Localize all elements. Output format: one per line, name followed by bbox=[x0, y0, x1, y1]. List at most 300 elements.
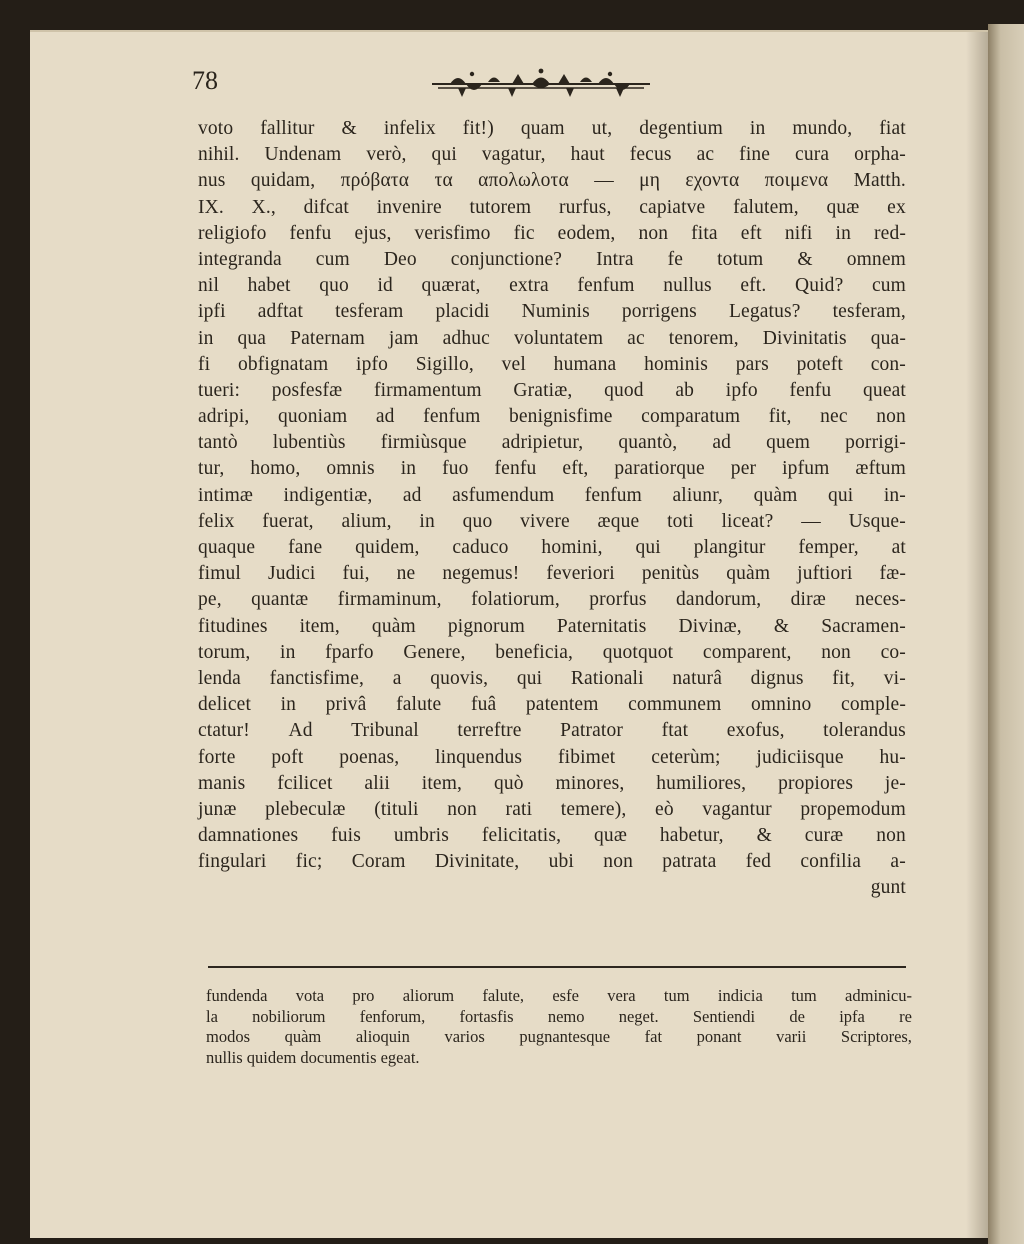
word: capiatve bbox=[639, 196, 706, 218]
word: patentem bbox=[525, 694, 599, 716]
word: neces- bbox=[855, 589, 906, 611]
word: plangitur bbox=[693, 537, 766, 558]
word: delicet bbox=[198, 694, 252, 716]
word: in bbox=[280, 694, 297, 716]
word: verò, bbox=[366, 144, 407, 166]
word: item, bbox=[421, 772, 463, 794]
word: eft. bbox=[740, 275, 767, 297]
body-line bbox=[198, 116, 906, 142]
word: difcat bbox=[303, 196, 349, 218]
word: homini, bbox=[541, 537, 603, 558]
word: asfumendum bbox=[452, 484, 555, 506]
word: fenfum bbox=[423, 406, 481, 428]
word: plebeculæ bbox=[265, 798, 346, 820]
word: con- bbox=[870, 353, 906, 375]
word: quo bbox=[462, 510, 493, 532]
word: fuerat, bbox=[262, 510, 314, 532]
word: non bbox=[876, 825, 906, 847]
word: fit, bbox=[768, 406, 792, 428]
word: indicia bbox=[717, 986, 763, 1005]
word: caduco bbox=[452, 537, 509, 558]
word: nemo bbox=[547, 1006, 585, 1026]
word: omnis bbox=[326, 458, 375, 480]
word: tum bbox=[663, 986, 690, 1005]
word: nil bbox=[198, 275, 220, 297]
word: modos bbox=[206, 1027, 251, 1046]
word: communem bbox=[628, 694, 722, 716]
word: paratiorque bbox=[614, 458, 705, 480]
word: la bbox=[206, 1006, 218, 1026]
page-gutter-shadow bbox=[966, 32, 988, 1238]
word: fenforum, bbox=[359, 1006, 426, 1026]
word: in bbox=[749, 118, 766, 139]
body-line bbox=[198, 745, 906, 771]
word: felicitatis, bbox=[481, 825, 562, 847]
word: qui bbox=[827, 484, 854, 506]
word: feveriori bbox=[546, 563, 615, 585]
word: placidi bbox=[435, 301, 490, 323]
word: a bbox=[392, 667, 402, 689]
word: & bbox=[756, 825, 772, 847]
word: X., bbox=[251, 196, 276, 218]
word: propiores bbox=[778, 772, 854, 794]
word: rurfus, bbox=[558, 196, 612, 218]
word: adripietur, bbox=[501, 432, 584, 454]
word: habetur, bbox=[659, 825, 724, 847]
word: pro bbox=[352, 986, 375, 1005]
body-line bbox=[198, 404, 906, 430]
word: quovis, bbox=[430, 667, 489, 689]
word: ipfo bbox=[356, 353, 389, 375]
word: quaque bbox=[198, 537, 256, 558]
word: fita bbox=[691, 222, 718, 244]
word: fallitur bbox=[260, 118, 315, 139]
word: lenda bbox=[198, 667, 241, 689]
word: fuâ bbox=[470, 694, 497, 716]
word: cura bbox=[795, 144, 830, 166]
word: per bbox=[730, 458, 757, 480]
word: Paternitatis bbox=[556, 615, 647, 637]
word: varios bbox=[444, 1027, 485, 1046]
word: ponant bbox=[696, 1027, 742, 1046]
word: quam bbox=[520, 118, 565, 139]
word: omnem bbox=[846, 248, 906, 270]
word: & bbox=[773, 615, 790, 637]
word: qua- bbox=[870, 327, 906, 349]
word: fparfo bbox=[325, 641, 374, 663]
word: fecus bbox=[629, 144, 672, 166]
word: Genere, bbox=[403, 641, 466, 663]
word: Legatus? bbox=[728, 301, 801, 323]
word: item, bbox=[299, 615, 340, 637]
word: fenfum bbox=[584, 484, 642, 506]
word: Deo bbox=[383, 248, 417, 270]
word: liceat? bbox=[721, 510, 774, 532]
body-line bbox=[198, 273, 906, 299]
word: adftat bbox=[257, 301, 304, 323]
word: in bbox=[419, 510, 435, 532]
word: fui, bbox=[342, 563, 370, 585]
facing-page-edge bbox=[988, 24, 1024, 1244]
word: indigentiæ, bbox=[283, 484, 373, 506]
word: fane bbox=[288, 537, 323, 558]
word: judiciisque bbox=[756, 746, 844, 768]
word: voto bbox=[198, 118, 234, 139]
word: non bbox=[603, 851, 633, 873]
word: ipfi bbox=[198, 301, 226, 323]
word: ut, bbox=[591, 118, 613, 139]
word: Sigillo, bbox=[415, 353, 474, 375]
word: fenfu bbox=[494, 458, 537, 480]
word: fæ- bbox=[879, 563, 906, 585]
word: fibimet bbox=[558, 746, 616, 768]
word: invenire bbox=[376, 196, 442, 218]
word: Ad bbox=[288, 720, 313, 742]
word: ejus, bbox=[354, 222, 392, 244]
word: Scriptores, bbox=[840, 1027, 912, 1046]
word: adhuc bbox=[442, 327, 490, 349]
word: quod bbox=[604, 379, 644, 401]
word: negemus! bbox=[442, 563, 520, 585]
word: quærat, bbox=[421, 275, 481, 297]
word: habet bbox=[247, 275, 291, 297]
word: fed bbox=[745, 851, 772, 873]
word: manis bbox=[198, 772, 246, 794]
word: posfesfæ bbox=[271, 379, 343, 401]
word: haut bbox=[570, 144, 605, 166]
word: æftum bbox=[855, 458, 906, 480]
footnote-rule bbox=[208, 966, 906, 968]
body-line bbox=[198, 849, 906, 875]
word: obfignatam bbox=[237, 353, 329, 375]
word: non bbox=[447, 798, 477, 820]
word: eodem, bbox=[557, 222, 616, 244]
body-line bbox=[198, 823, 906, 849]
word: ac bbox=[627, 327, 645, 349]
body-line bbox=[198, 692, 906, 718]
word: ne bbox=[396, 563, 416, 585]
word: lubentiùs bbox=[272, 432, 346, 454]
word: μη bbox=[639, 170, 661, 192]
word: & bbox=[341, 118, 357, 139]
word: fenfu bbox=[789, 379, 832, 401]
word: qui bbox=[635, 537, 661, 558]
page-number: 78 bbox=[192, 66, 218, 95]
word: fanctisfime, bbox=[269, 667, 365, 689]
word: eò bbox=[655, 798, 674, 820]
word: IX. bbox=[198, 196, 224, 218]
word: umbris bbox=[393, 825, 449, 847]
body-line bbox=[198, 168, 906, 194]
word: fimul bbox=[198, 563, 241, 585]
word: cum bbox=[315, 248, 350, 270]
word: patrata bbox=[662, 851, 717, 873]
word: tesferam, bbox=[832, 301, 906, 323]
word: εχοντα bbox=[685, 170, 740, 192]
word: fit!) bbox=[462, 118, 494, 139]
word: terreftre bbox=[457, 720, 522, 742]
word: nobiliorum bbox=[252, 1006, 326, 1026]
word: tantò bbox=[198, 432, 238, 454]
word: Gratiæ, bbox=[513, 379, 573, 401]
body-line bbox=[198, 483, 906, 509]
word: Sacramen- bbox=[821, 615, 906, 637]
body-line bbox=[198, 561, 906, 587]
word: Matth. bbox=[853, 170, 906, 192]
word: adminicu- bbox=[845, 986, 912, 1005]
word: quàm bbox=[726, 563, 771, 585]
word: vera bbox=[607, 986, 636, 1005]
word: privâ bbox=[325, 694, 367, 716]
word: porrigens bbox=[621, 301, 697, 323]
word: hu- bbox=[879, 746, 906, 768]
word: quantæ bbox=[251, 589, 309, 611]
word: fenfum bbox=[577, 275, 635, 297]
word: ab bbox=[675, 379, 695, 401]
word: quàm bbox=[753, 484, 798, 506]
word: ipfa bbox=[839, 1006, 865, 1026]
word: alium, bbox=[341, 510, 392, 532]
body-line bbox=[198, 587, 906, 613]
word: fortasfis bbox=[459, 1006, 514, 1026]
word: Divinitate, bbox=[434, 851, 520, 873]
word: tur, bbox=[198, 458, 225, 480]
word: πρόβατα bbox=[340, 170, 410, 192]
word: non bbox=[821, 641, 851, 663]
word: varii bbox=[776, 1027, 807, 1046]
word: Coram bbox=[351, 851, 406, 873]
word: quem bbox=[766, 432, 811, 454]
word: tueri: bbox=[198, 379, 241, 401]
word: tum bbox=[791, 986, 817, 1005]
body-line bbox=[198, 797, 906, 823]
word: quotquot bbox=[602, 641, 674, 663]
word: eft bbox=[740, 222, 762, 244]
word: Judici bbox=[268, 563, 316, 585]
word: qui bbox=[516, 667, 543, 689]
word: vagantur bbox=[702, 798, 772, 820]
word: nihil. bbox=[198, 144, 240, 166]
word: fe bbox=[667, 248, 684, 270]
word: de bbox=[789, 1006, 805, 1026]
word: curæ bbox=[804, 825, 844, 847]
word: penitùs bbox=[641, 563, 700, 585]
body-line bbox=[198, 640, 906, 666]
word: quidem, bbox=[355, 537, 420, 558]
word: firmiùsque bbox=[380, 432, 467, 454]
word: firmaminum, bbox=[337, 589, 442, 611]
word: fundenda bbox=[206, 986, 268, 1005]
word: ceterùm; bbox=[651, 746, 721, 768]
word: pars bbox=[735, 353, 769, 375]
word: propemodum bbox=[800, 798, 906, 820]
word: adripi, bbox=[198, 406, 250, 428]
body-line bbox=[198, 299, 906, 325]
word: integranda bbox=[198, 248, 282, 270]
footnote-line bbox=[206, 1007, 912, 1028]
word: a- bbox=[890, 851, 906, 873]
word: in bbox=[400, 458, 417, 480]
word: quàm bbox=[371, 615, 416, 637]
word: comparatum bbox=[641, 406, 741, 428]
word: ftat bbox=[661, 720, 689, 742]
word: ipfum bbox=[782, 458, 830, 480]
word: mundo, bbox=[792, 118, 853, 139]
footnote-line bbox=[206, 986, 912, 1007]
word: omnino bbox=[750, 694, 812, 716]
word: vi- bbox=[883, 667, 906, 689]
word: id bbox=[377, 275, 393, 297]
word: tenorem, bbox=[668, 327, 739, 349]
word: folatiorum, bbox=[471, 589, 560, 611]
word: homo, bbox=[250, 458, 301, 480]
word: quæ bbox=[826, 196, 860, 218]
word: (tituli bbox=[374, 798, 419, 820]
body-line bbox=[198, 378, 906, 404]
word: quò bbox=[493, 772, 524, 794]
word: cum bbox=[871, 275, 906, 297]
word: in bbox=[280, 641, 296, 663]
word: linquendus bbox=[435, 746, 523, 768]
word: red- bbox=[874, 222, 906, 244]
word: tutorem bbox=[469, 196, 532, 218]
word: qui bbox=[431, 144, 457, 166]
body-line bbox=[198, 326, 906, 352]
word: in bbox=[198, 327, 214, 349]
body-line bbox=[198, 614, 906, 640]
word: dandorum, bbox=[676, 589, 762, 611]
word: ctatur! bbox=[198, 720, 250, 742]
printers-flourish-icon bbox=[428, 66, 654, 102]
word: alii bbox=[364, 772, 390, 794]
word: Intra bbox=[596, 248, 634, 270]
word: beneficia, bbox=[495, 641, 574, 663]
word: Rationali bbox=[570, 667, 644, 689]
word: jam bbox=[388, 327, 419, 349]
word: ad bbox=[712, 432, 732, 454]
word: quo bbox=[319, 275, 349, 297]
word: religiofo bbox=[198, 222, 267, 244]
word: felix bbox=[198, 510, 235, 532]
word: hominis bbox=[644, 353, 708, 375]
word: ad bbox=[375, 406, 395, 428]
word: fcilicet bbox=[277, 772, 333, 794]
word: Patrator bbox=[560, 720, 624, 742]
word: diræ bbox=[790, 589, 826, 611]
word: quæ bbox=[594, 825, 627, 847]
word: Divinitatis bbox=[762, 327, 847, 349]
word: vivere bbox=[520, 510, 570, 532]
word: aliorum bbox=[402, 986, 455, 1005]
word: fine bbox=[739, 144, 771, 166]
word: toti bbox=[667, 510, 694, 532]
word: quantò, bbox=[618, 432, 678, 454]
word: non bbox=[876, 406, 906, 428]
word: falutem, bbox=[733, 196, 799, 218]
word: humiliores, bbox=[656, 772, 747, 794]
word: nec bbox=[820, 406, 848, 428]
body-text bbox=[198, 116, 906, 902]
word: intimæ bbox=[198, 484, 254, 506]
word: non bbox=[638, 222, 669, 244]
body-line bbox=[198, 771, 906, 797]
word: Undenam bbox=[264, 144, 342, 166]
word: Usque- bbox=[848, 510, 906, 532]
word: quoniam bbox=[278, 406, 348, 428]
word: tesferam bbox=[335, 301, 404, 323]
word: re bbox=[899, 1006, 912, 1026]
word: Numinis bbox=[521, 301, 590, 323]
word: nus bbox=[198, 170, 226, 192]
word: quàm bbox=[284, 1027, 322, 1046]
word: fit, bbox=[832, 667, 856, 689]
word: femper, bbox=[798, 537, 859, 558]
word: benignisfime bbox=[508, 406, 613, 428]
word: — bbox=[594, 170, 614, 192]
word: junæ bbox=[198, 798, 237, 820]
word: alioquin bbox=[355, 1027, 410, 1046]
word: vel bbox=[501, 353, 526, 375]
word: απολωλοτα bbox=[478, 170, 569, 192]
body-line bbox=[198, 509, 906, 535]
word: ποιμενα bbox=[764, 170, 829, 192]
catchword: gunt bbox=[870, 877, 906, 899]
body-line bbox=[198, 247, 906, 273]
footnote bbox=[206, 986, 912, 1068]
word: fuo bbox=[442, 458, 469, 480]
word: neget. bbox=[618, 1006, 659, 1026]
word: totum bbox=[717, 248, 764, 270]
word: orpha- bbox=[854, 144, 906, 166]
word: pignorum bbox=[447, 615, 525, 637]
word: confilia bbox=[800, 851, 862, 873]
word: Tribunal bbox=[351, 720, 419, 742]
footnote-line bbox=[206, 1027, 912, 1048]
word: falute, bbox=[482, 986, 525, 1005]
body-line bbox=[198, 666, 906, 692]
word: je- bbox=[884, 772, 906, 794]
word: infelix bbox=[383, 118, 436, 139]
word: eft, bbox=[562, 458, 589, 480]
word: at bbox=[891, 537, 906, 558]
word: minores, bbox=[555, 772, 625, 794]
word: queat bbox=[863, 379, 906, 401]
word: degentium bbox=[639, 118, 723, 139]
word: humana bbox=[553, 353, 617, 375]
footnote-line: nullis quidem documentis egeat. bbox=[206, 1047, 420, 1067]
word: porrigi- bbox=[845, 432, 906, 454]
word: extra bbox=[509, 275, 549, 297]
word: aliunr, bbox=[672, 484, 724, 506]
body-line bbox=[198, 535, 906, 561]
word: co- bbox=[880, 641, 906, 663]
word: prorfus bbox=[589, 589, 647, 611]
word: poft bbox=[271, 746, 304, 768]
word: conjunctione? bbox=[450, 248, 563, 270]
word: forte bbox=[198, 746, 236, 768]
word: verisfimo bbox=[414, 222, 491, 244]
word: comparent, bbox=[702, 641, 792, 663]
word: ac bbox=[696, 144, 715, 166]
word: fuis bbox=[331, 825, 361, 847]
word: juftiori bbox=[797, 563, 853, 585]
word: firmamentum bbox=[373, 379, 482, 401]
word: esfe bbox=[552, 986, 579, 1005]
word: poteft bbox=[796, 353, 843, 375]
word: falute bbox=[396, 694, 442, 716]
body-line bbox=[198, 456, 906, 482]
word: voluntatem bbox=[513, 327, 604, 349]
